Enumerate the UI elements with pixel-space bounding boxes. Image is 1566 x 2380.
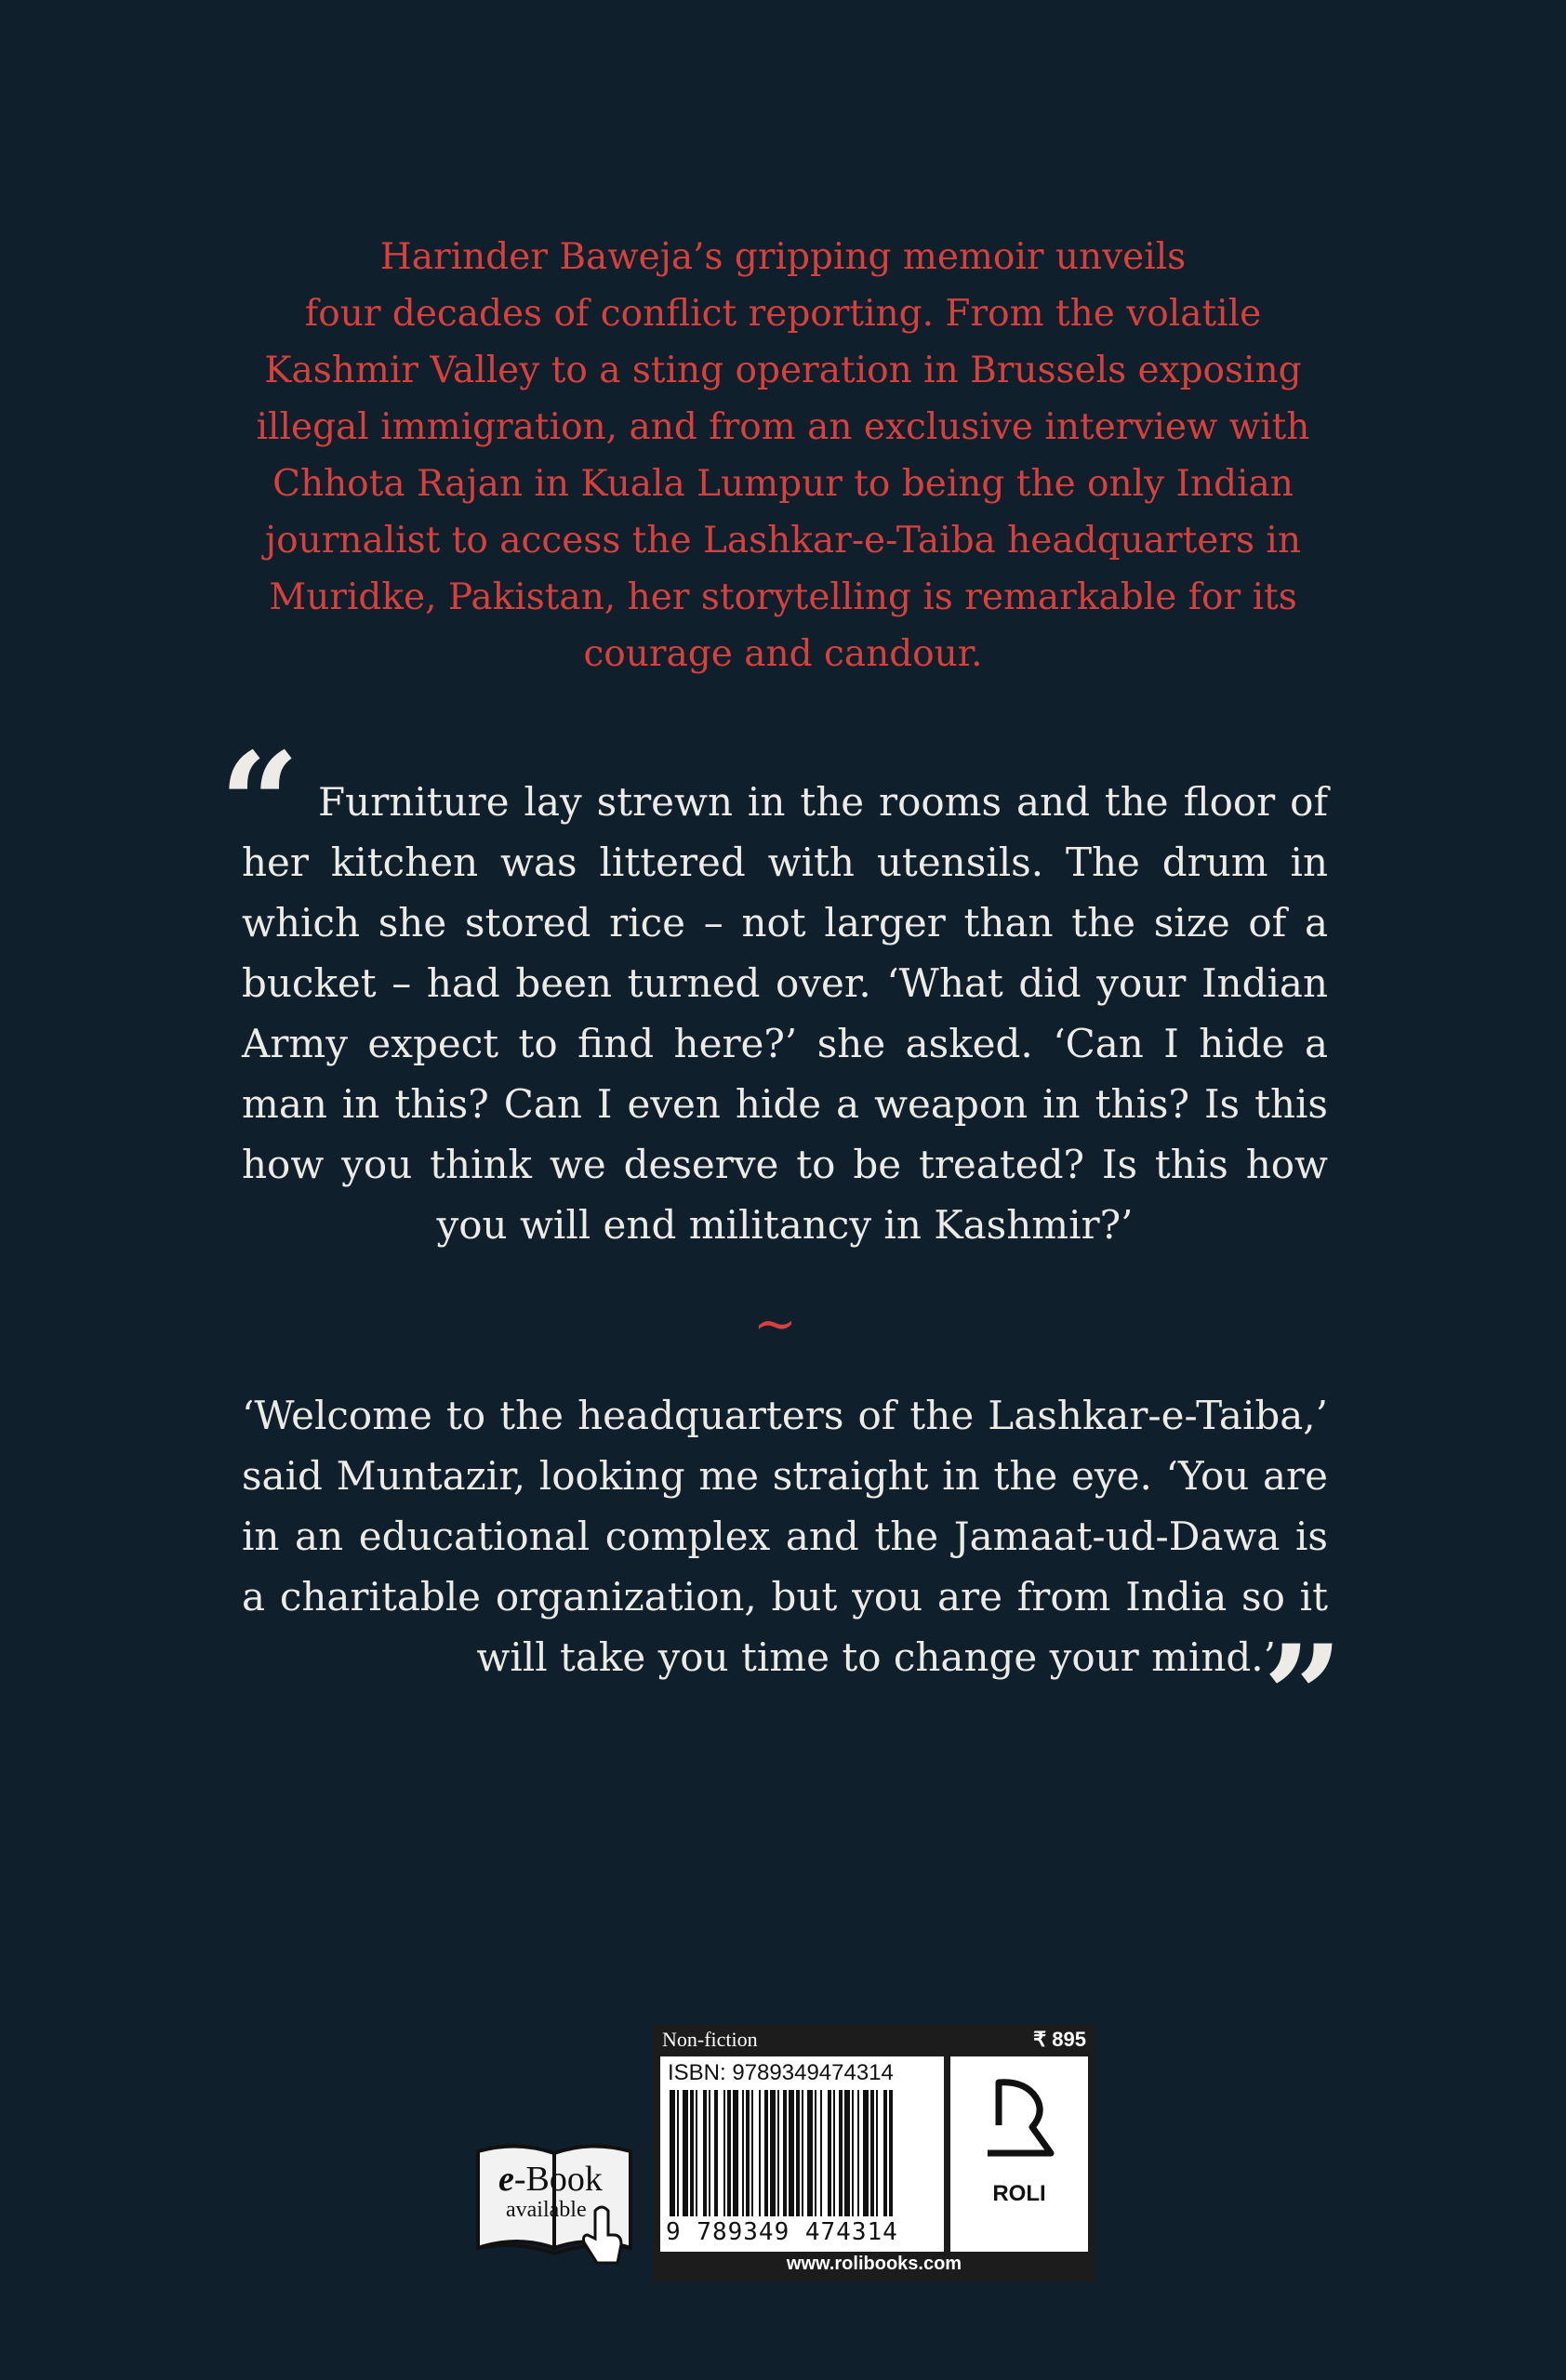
barcode-bar — [683, 2090, 688, 2216]
blurb-line: Chhota Rajan in Kuala Lumpur to being the only Indian — [272, 463, 1294, 505]
blurb-line: illegal immigration, and from an exclusive interview with — [256, 406, 1310, 448]
barcode-bar — [746, 2090, 750, 2216]
barcode-bar — [828, 2090, 831, 2216]
barcode-bar — [844, 2090, 850, 2216]
barcode-bar — [690, 2090, 694, 2216]
ebook-available-badge — [472, 2138, 640, 2278]
blurb-line: Harinder Baweja’s gripping memoir unveils — [379, 236, 1187, 278]
barcode-bar — [889, 2090, 893, 2216]
barcode-bar — [876, 2090, 878, 2216]
blurb-line: Kashmir Valley to a sting operation in Brussels exposing — [264, 350, 1302, 391]
open-quote-mark: “ — [219, 722, 300, 886]
excerpt-quote-2-text: ‘Welcome to the headquarters of the Lashkar-e-Taiba,’ said Muntazir, looking me straight in the eye. ‘You are in an educational complex and the Jamaat-ud-Dawa is a charitable organization, but you are from India so it will take you time to change your mind.’ — [242, 1393, 1328, 1680]
section-separator: ~ — [753, 1294, 797, 1355]
barcode-bar — [759, 2090, 761, 2216]
barcode-bar — [727, 2090, 731, 2216]
barcode-bar — [820, 2090, 822, 2216]
barcode-bar — [796, 2090, 800, 2216]
barcode-bar — [709, 2090, 710, 2216]
barcode-bar — [777, 2090, 779, 2216]
barcode-bar — [670, 2090, 675, 2216]
excerpt-quote-2 — [242, 1385, 1328, 1687]
barcode-bar — [807, 2090, 813, 2216]
publisher-url: www.rolibooks.com — [786, 2254, 962, 2274]
blurb — [232, 229, 1334, 682]
isbn-label: ISBN: 9789349474314 — [668, 2060, 894, 2085]
excerpt-quote-1 — [242, 772, 1328, 1255]
barcode-bar — [852, 2090, 854, 2216]
barcode-bar — [677, 2090, 679, 2216]
barcode-bar — [839, 2090, 843, 2216]
barcode-bars — [668, 2090, 937, 2216]
barcode-bar — [783, 2090, 787, 2216]
barcode-bar — [833, 2090, 835, 2216]
close-quote-mark: ” — [1263, 1615, 1344, 1778]
barcode-bar — [802, 2090, 803, 2216]
barcode-panel — [660, 2056, 944, 2252]
ebook-subtitle: available — [506, 2198, 587, 2222]
barcode-bar — [703, 2090, 707, 2216]
barcode-bar — [863, 2090, 869, 2216]
roli-logo-icon — [950, 2056, 1088, 2177]
barcode-bar — [714, 2090, 718, 2216]
blurb-line: courage and candour. — [583, 633, 983, 675]
barcode-bar — [723, 2090, 725, 2216]
barcode-block — [653, 2025, 1095, 2281]
ebook-title: e-Book — [498, 2160, 603, 2199]
blurb-line: Muridke, Pakistan, her storytelling is remarkable for its — [269, 576, 1297, 618]
barcode-bar — [764, 2090, 768, 2216]
barcode-bar — [770, 2090, 776, 2216]
blurb-line: four decades of conflict reporting. From the volatile — [304, 293, 1262, 335]
barcode-bar — [815, 2090, 816, 2216]
barcode-bar — [857, 2090, 859, 2216]
barcode-bar — [870, 2090, 874, 2216]
barcode-bar — [733, 2090, 738, 2216]
barcode-bar — [789, 2090, 794, 2216]
barcode-bar — [883, 2090, 887, 2216]
barcode-digits: 9 789349 474314 — [666, 2218, 898, 2246]
barcode-bar — [696, 2090, 697, 2216]
price-label: ₹ 895 — [1033, 2028, 1086, 2051]
publisher-logo — [950, 2056, 1088, 2252]
publisher-name: ROLI — [992, 2181, 1046, 2206]
barcode-bar — [742, 2090, 744, 2216]
blurb-line: journalist to access the Lashkar-e-Taiba headquarters in — [265, 520, 1301, 562]
barcode-bar — [751, 2090, 753, 2216]
genre-label: Non-fiction — [662, 2028, 758, 2051]
excerpt-quote-1-text: Furniture lay strewn in the rooms and the floor of her kitchen was littered with utensils. The drum in which she stored rice – not larger than the size of a bucket – had been turned over. ‘What did your Indian Army expect to find here?’ she asked. ‘Can I hide a man in this? Can I even hide a weapon in this? Is this how you think we deserve to be treated? Is this how you will end militancy in Kashmir?’ — [242, 779, 1328, 1248]
barcode-header — [653, 2025, 1095, 2055]
